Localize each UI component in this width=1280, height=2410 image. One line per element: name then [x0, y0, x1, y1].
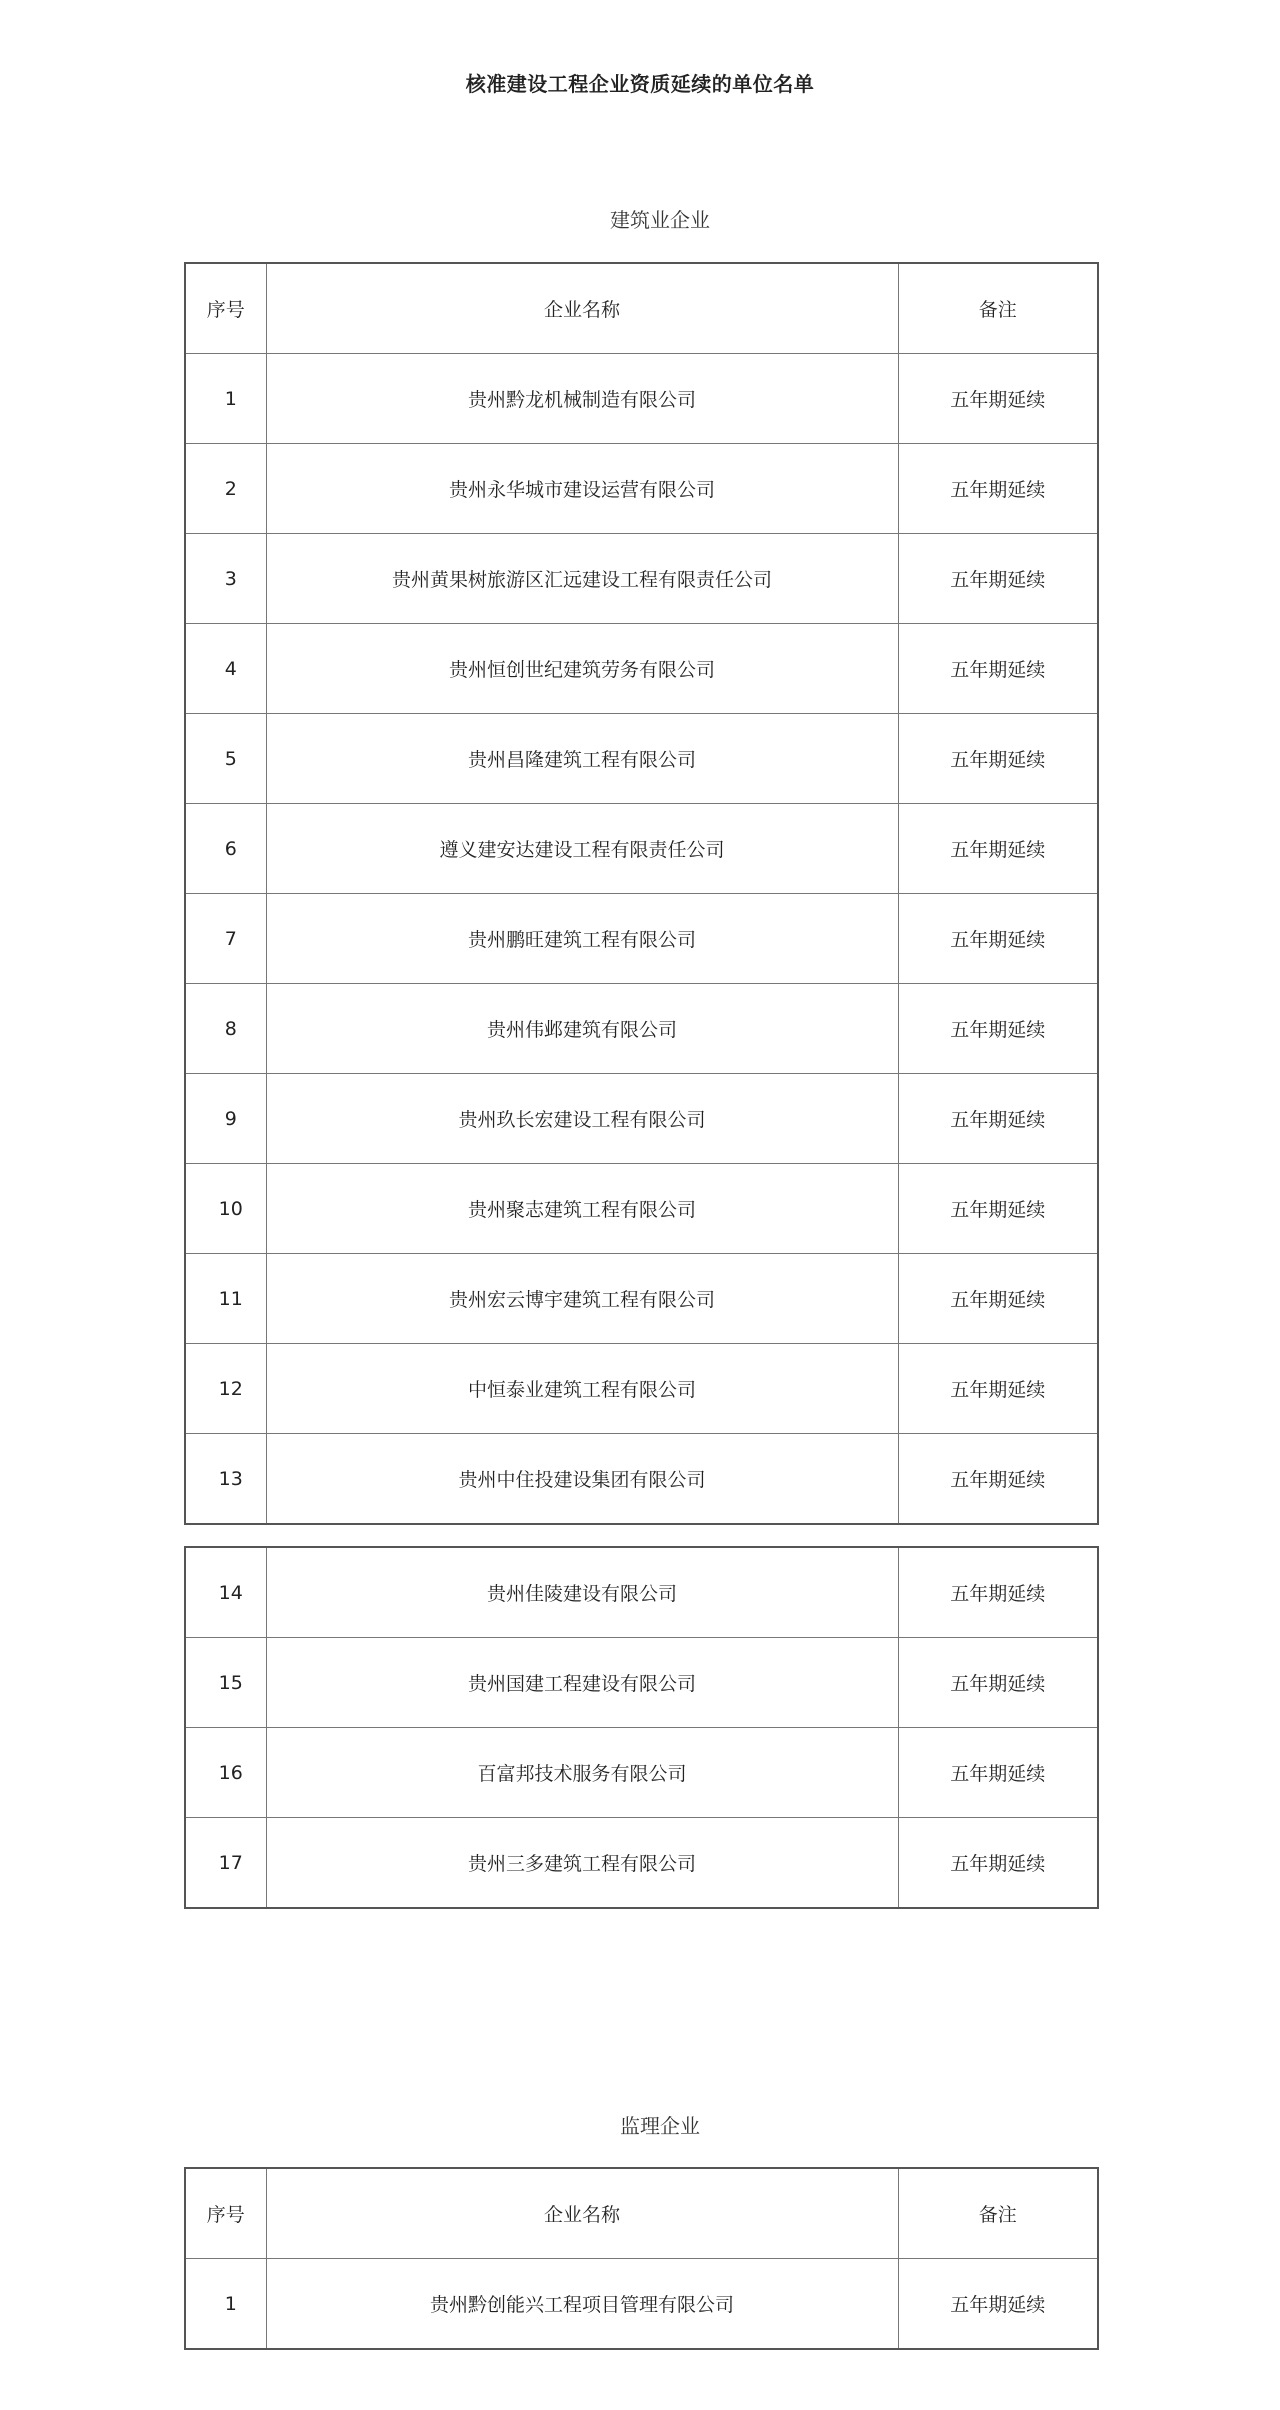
remark: 五年期延续 — [898, 1818, 1098, 1909]
remark: 五年期延续 — [898, 1074, 1098, 1164]
company-name: 贵州中住投建设集团有限公司 — [266, 1434, 898, 1525]
table-row — [185, 1547, 1098, 1638]
table-row — [185, 1434, 1098, 1525]
remark: 五年期延续 — [898, 1547, 1098, 1638]
company-name: 贵州国建工程建设有限公司 — [266, 1638, 898, 1728]
row-number: 6 — [185, 804, 266, 894]
row-number: 1 — [185, 354, 266, 444]
construction-table-part1 — [184, 262, 1099, 1525]
remark: 五年期延续 — [898, 1434, 1098, 1525]
header-note: 备注 — [898, 2168, 1098, 2259]
remark: 五年期延续 — [898, 894, 1098, 984]
header-no: 序号 — [185, 263, 266, 354]
company-name: 贵州三多建筑工程有限公司 — [266, 1818, 898, 1909]
row-number: 7 — [185, 894, 266, 984]
row-number: 9 — [185, 1074, 266, 1164]
remark: 五年期延续 — [898, 1344, 1098, 1434]
row-number: 12 — [185, 1344, 266, 1434]
company-name: 贵州鹏旺建筑工程有限公司 — [266, 894, 898, 984]
row-number: 5 — [185, 714, 266, 804]
table-row — [185, 894, 1098, 984]
remark: 五年期延续 — [898, 534, 1098, 624]
table-row — [185, 1074, 1098, 1164]
company-name: 贵州黔龙机械制造有限公司 — [266, 354, 898, 444]
row-number: 10 — [185, 1164, 266, 1254]
header-name: 企业名称 — [266, 2168, 898, 2259]
company-name: 贵州佳陵建设有限公司 — [266, 1547, 898, 1638]
company-name: 贵州黄果树旅游区汇远建设工程有限责任公司 — [266, 534, 898, 624]
company-name: 贵州昌隆建筑工程有限公司 — [266, 714, 898, 804]
remark: 五年期延续 — [898, 2259, 1098, 2350]
company-name: 贵州黔创能兴工程项目管理有限公司 — [266, 2259, 898, 2350]
remark: 五年期延续 — [898, 354, 1098, 444]
table-header-row — [185, 2168, 1098, 2259]
company-name: 贵州宏云博宇建筑工程有限公司 — [266, 1254, 898, 1344]
company-name: 百富邦技术服务有限公司 — [266, 1728, 898, 1818]
remark: 五年期延续 — [898, 714, 1098, 804]
table-row — [185, 804, 1098, 894]
table-row — [185, 1818, 1098, 1909]
row-number: 8 — [185, 984, 266, 1074]
company-name: 遵义建安达建设工程有限责任公司 — [266, 804, 898, 894]
remark: 五年期延续 — [898, 444, 1098, 534]
table-row — [185, 1728, 1098, 1818]
table-row — [185, 1344, 1098, 1434]
company-name: 贵州伟邺建筑有限公司 — [266, 984, 898, 1074]
remark: 五年期延续 — [898, 1728, 1098, 1818]
construction-section-title: 建筑业企业 — [610, 208, 710, 232]
remark: 五年期延续 — [898, 624, 1098, 714]
table-row — [185, 984, 1098, 1074]
company-name: 中恒泰业建筑工程有限公司 — [266, 1344, 898, 1434]
supervision-section-title: 监理企业 — [620, 2114, 700, 2138]
row-number: 2 — [185, 444, 266, 534]
table-row — [185, 2259, 1098, 2350]
table-row — [185, 1164, 1098, 1254]
construction-table-part2 — [184, 1546, 1099, 1909]
remark: 五年期延续 — [898, 1164, 1098, 1254]
header-note: 备注 — [898, 263, 1098, 354]
table-row — [185, 1638, 1098, 1728]
row-number: 1 — [185, 2259, 266, 2350]
table-row — [185, 534, 1098, 624]
table-row — [185, 1254, 1098, 1344]
remark: 五年期延续 — [898, 804, 1098, 894]
header-name: 企业名称 — [266, 263, 898, 354]
row-number: 4 — [185, 624, 266, 714]
table-row — [185, 624, 1098, 714]
row-number: 16 — [185, 1728, 266, 1818]
table-row — [185, 444, 1098, 534]
row-number: 15 — [185, 1638, 266, 1728]
remark: 五年期延续 — [898, 1638, 1098, 1728]
company-name: 贵州永华城市建设运营有限公司 — [266, 444, 898, 534]
company-name: 贵州恒创世纪建筑劳务有限公司 — [266, 624, 898, 714]
company-name: 贵州玖长宏建设工程有限公司 — [266, 1074, 898, 1164]
row-number: 14 — [185, 1547, 266, 1638]
remark: 五年期延续 — [898, 1254, 1098, 1344]
remark: 五年期延续 — [898, 984, 1098, 1074]
table-row — [185, 354, 1098, 444]
company-name: 贵州聚志建筑工程有限公司 — [266, 1164, 898, 1254]
page-title: 核准建设工程企业资质延续的单位名单 — [465, 72, 815, 96]
table-row — [185, 714, 1098, 804]
row-number: 13 — [185, 1434, 266, 1525]
row-number: 11 — [185, 1254, 266, 1344]
table-header-row — [185, 263, 1098, 354]
supervision-table — [184, 2167, 1099, 2350]
row-number: 17 — [185, 1818, 266, 1909]
row-number: 3 — [185, 534, 266, 624]
header-no: 序号 — [185, 2168, 266, 2259]
